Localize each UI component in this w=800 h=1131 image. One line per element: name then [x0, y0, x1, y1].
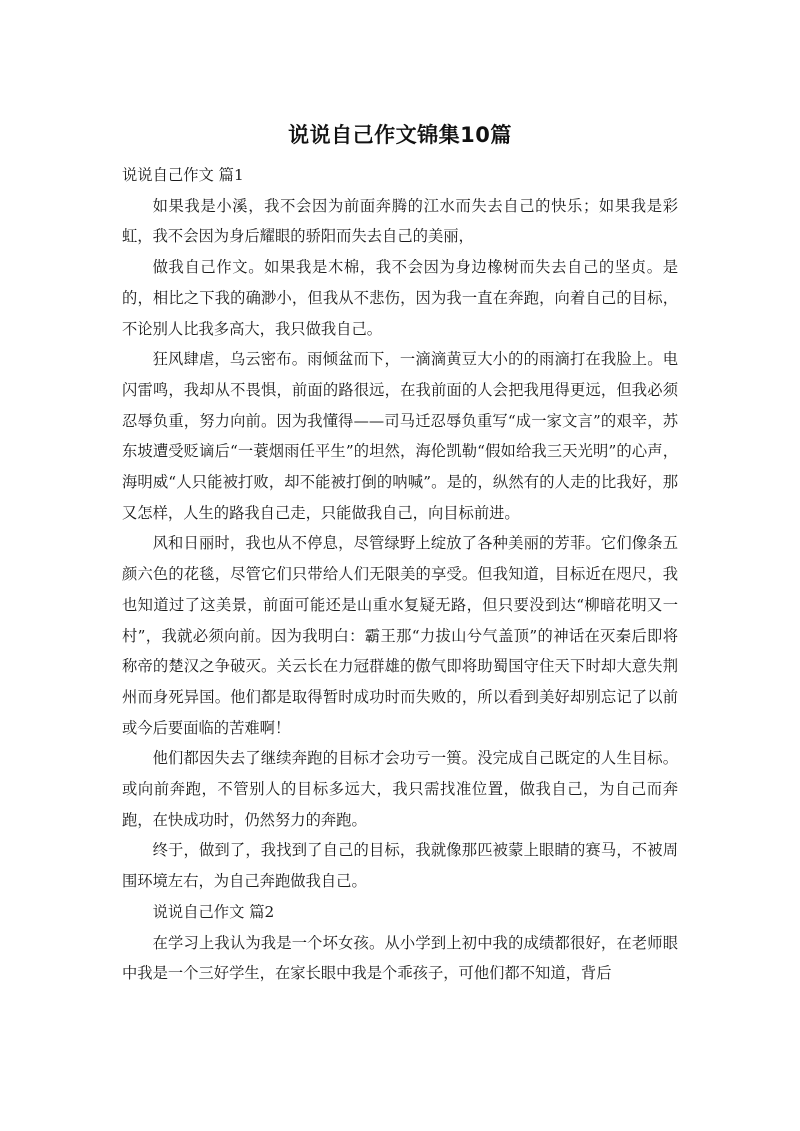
paragraph: 做我自己作文。如果我是木棉，我不会因为身边橡树而失去自己的坚贞。是的，相比之下我的确渺小，但我从不悲伤，因为我一直在奔跑，向着自己的目标，不论别人比我多高大，我只做我自己。: [122, 258, 678, 338]
paragraph: 他们都因失去了继续奔跑的目标才会功亏一篑。没完成自己既定的人生目标。或向前奔跑，不管别人的目标多远大，我只需找准位置，做我自己，为自己而奔跑，在快成功时，仍然努力的奔跑。: [122, 749, 678, 829]
paragraph: 狂风肆虐，乌云密布。雨倾盆而下，一滴滴黄豆大小的的雨滴打在我脸上。电闪雷鸣，我却从不畏惧，前面的路很远，在我前面的人会把我甩得更远，但我必须忍辱负重，努力向前。因为我懂得——司马迁忍辱负重写“成一家文言”的艰辛，苏东坡遭受贬谪后“一蓑烟雨任平生”的坦然，海伦凯勒“假如给我三天光明”的心声，海明威“人只能被打败，却不能被打倒的呐喊”。是的，纵然有的人走的比我好，那又怎样，人生的路我自己走，只能做我自己，向目标前进。: [122, 350, 678, 522]
section-heading: 说说自己作文 篇1: [122, 166, 244, 184]
paragraph: 在学习上我认为我是一个坏女孩。从小学到上初中我的成绩都很好，在老师眼中我是一个三好学生，在家长眼中我是个乖孩子，可他们都不知道，背后: [122, 933, 678, 983]
section-heading: 说说自己作文 篇2: [152, 902, 275, 921]
paragraph: 风和日丽时，我也从不停息，尽管绿野上绽放了各种美丽的芳菲。它们像条五颜六色的花毯，尽管它们只带给人们无限美的享受。但我知道，目标近在咫尺，我也知道过了这美景，前面可能还是山重水复疑无路，但只要没到达“柳暗花明又一村”，我就必须向前。因为我明白：霸王那“力拔山兮气盖顶”的神话在灭秦后即将称帝的楚汉之争破灭。关云长在力冠群雄的傲气即将助蜀国守住天下时却大意失荆州而身死异国。他们都是取得暂时成功时而失败的，所以看到美好却别忘记了以前或今后要面临的苦难啊！: [122, 534, 678, 737]
paragraph: 如果我是小溪，我不会因为前面奔腾的江水而失去自己的快乐；如果我是彩虹，我不会因为身后耀眼的骄阳而失去自己的美丽，: [122, 196, 678, 246]
document-body: [122, 160, 678, 989]
paragraph: 终于，做到了，我找到了自己的目标，我就像那匹被蒙上眼睛的赛马，不被周围环境左右，为自己奔跑做我自己。: [122, 841, 678, 891]
document-title: 说说自己作文锦集10篇: [288, 123, 512, 147]
